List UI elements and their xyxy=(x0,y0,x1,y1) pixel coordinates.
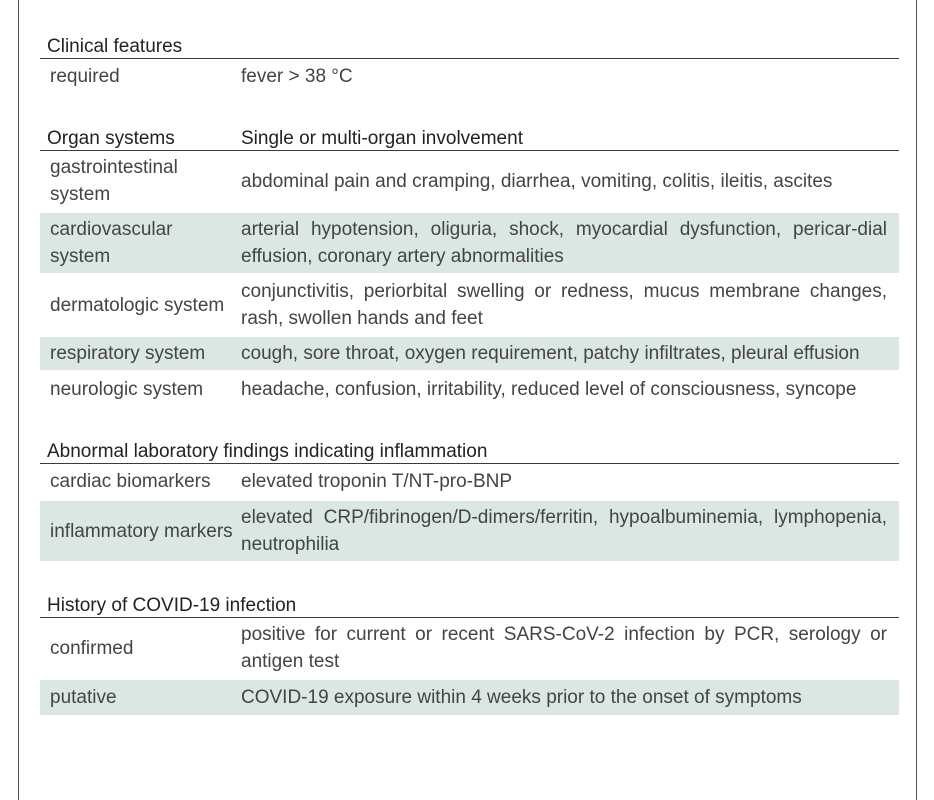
row-label: inflammatory markers xyxy=(50,520,233,542)
row-label: neurologic system xyxy=(50,379,204,400)
section-title: History of COVID-19 infection xyxy=(47,595,297,616)
table-row xyxy=(40,501,899,563)
clinical-features-section xyxy=(40,30,899,96)
table-row xyxy=(40,680,899,717)
row-label: respiratory system xyxy=(50,343,206,364)
column-header: Organ systems xyxy=(47,128,175,149)
section-title: Abnormal laboratory findings indicating inflammation xyxy=(47,441,488,462)
row-value: arterial hypotension, oliguria, shock, myocardial dysfunction, pericar-dial effusion, coronary artery abnormalities xyxy=(241,219,887,267)
lab-findings-section xyxy=(40,435,899,563)
row-value: elevated CRP/fibrinogen/D-dimers/ferritin, hypoalbuminemia, lymphopenia, neutrophilia xyxy=(241,507,887,555)
section-header xyxy=(40,122,899,151)
section-header xyxy=(40,435,899,464)
row-value: positive for current or recent SARS-CoV-2 infection by PCR, serology or antigen test xyxy=(241,624,887,672)
row-label: cardiovascular system xyxy=(50,219,173,267)
organ-systems-section xyxy=(40,122,899,409)
section-header xyxy=(40,30,899,59)
table-row xyxy=(40,372,899,409)
table-row xyxy=(40,213,899,275)
row-value: elevated troponin T/NT-pro-BNP xyxy=(241,471,513,492)
table-row xyxy=(40,59,899,96)
row-label: dermatologic system xyxy=(50,294,225,316)
row-value: COVID-19 exposure within 4 weeks prior to the onset of symptoms xyxy=(241,687,802,708)
row-value: fever > 38 °C xyxy=(241,66,353,87)
row-label: gastrointestinal system xyxy=(50,157,178,205)
table-row xyxy=(40,618,899,680)
column-header: Single or multi-organ involvement xyxy=(241,128,523,149)
row-label: confirmed xyxy=(50,637,134,659)
section-header xyxy=(40,589,899,618)
row-value: headache, confusion, irritability, reduced level of consciousness, syncope xyxy=(241,379,857,400)
table-row xyxy=(40,337,899,372)
row-value: cough, sore throat, oxygen requirement, patchy infiltrates, pleural effusion xyxy=(241,343,860,364)
row-label: cardiac biomarkers xyxy=(50,471,211,492)
row-label: required xyxy=(50,66,120,87)
table-row xyxy=(40,464,899,501)
table-row xyxy=(40,151,899,213)
row-label: putative xyxy=(50,687,117,708)
row-value: abdominal pain and cramping, diarrhea, vomiting, colitis, ileitis, ascites xyxy=(241,170,833,192)
section-title: Clinical features xyxy=(47,36,183,57)
covid-history-section xyxy=(40,589,899,717)
table-row xyxy=(40,275,899,337)
criteria-table xyxy=(40,30,899,743)
row-value: conjunctivitis, periorbital swelling or redness, mucus membrane changes, rash, swollen hands and feet xyxy=(241,281,887,329)
